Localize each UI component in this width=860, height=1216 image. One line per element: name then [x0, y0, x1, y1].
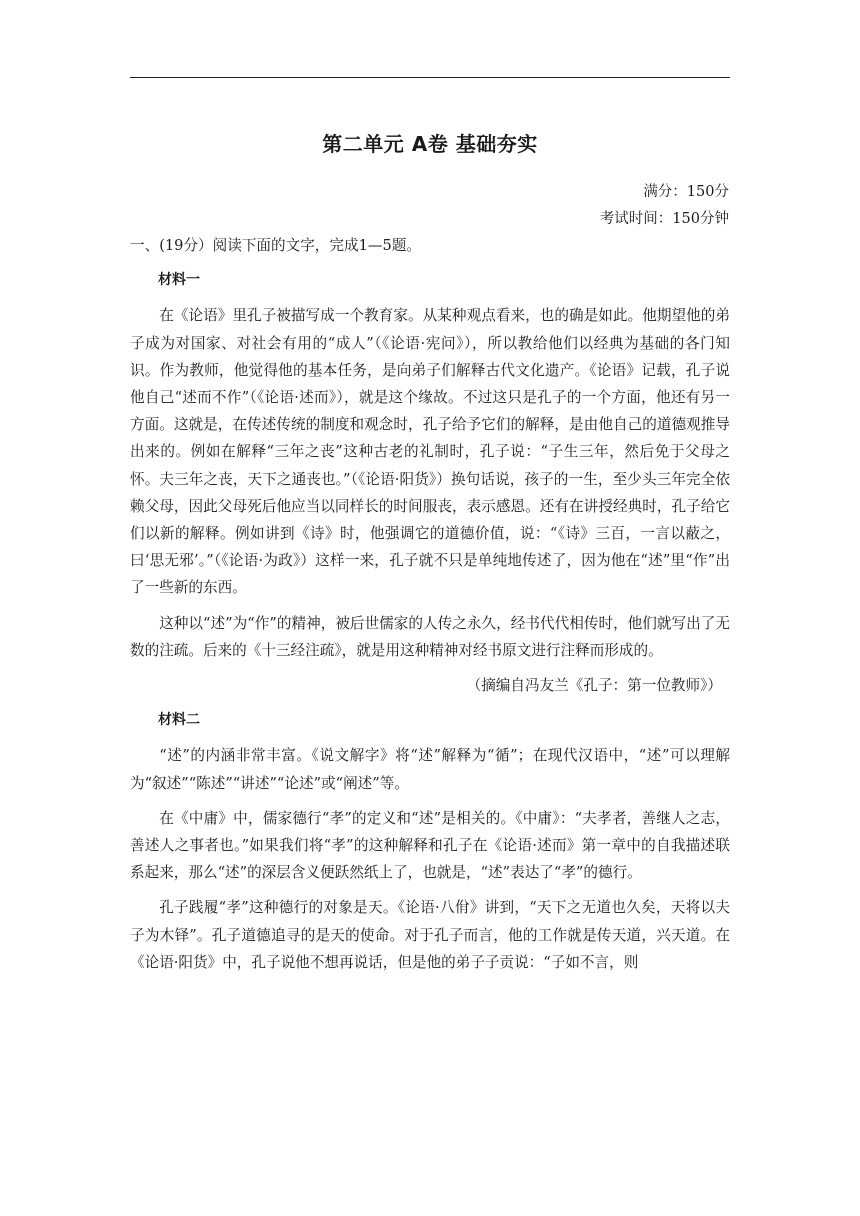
full-score: 满分：150分	[643, 184, 729, 200]
material-2-paragraph-1: “述”的内涵非常丰富。《说文解字》将“述”解释为“循”；在现代汉语中，“述”可以理解为“叙述”“陈述”“讲述”“论述”或“阐述”等。	[130, 747, 730, 792]
material-1-paragraph-2: 这种以“述”为“作”的精神，被后世儒家的人传之永久，经书代代相传时，他们就写出了无数的注疏。后来的《十三经注疏》，就是用这种精神对经书原文进行注释而形成的。	[130, 614, 730, 659]
page-title: 第二单元 A卷 基础夯实	[322, 132, 538, 156]
question-prompt: 一、(19分）阅读下面的文字，完成1—5题。	[130, 237, 421, 254]
exam-time: 考试时间：150分钟	[599, 211, 729, 227]
header-rule	[130, 77, 730, 78]
material-2-paragraph-3: 孔子践履“孝”这种德行的对象是天。《论语·八佾》讲到，“天下之无道也久矣，天将以夫子为木铎”。孔子道德追寻的是天的使命。对于孔子而言，他的工作就是传天道，兴天道。在《论语·阳货》中，孔子说他不想再说话，但是他的弟子子贡说：“子如不言，则	[130, 899, 730, 971]
material-1-heading: 材料一	[158, 272, 200, 289]
material-2-paragraph-2: 在《中庸》中，儒家德行“孝”的定义和“述”是相关的。《中庸》：“夫孝者，善继人之志，善述人之事者也。”如果我们将“孝”的这种解释和孔子在《论语·述而》第一章中的自我描述联系起来，那么“述”的深层含义便跃然纸上了，也就是，“述”表达了“孝”的德行。	[130, 809, 730, 882]
document-body	[130, 232, 730, 976]
material-1-source: （摘编自冯友兰《孔子：第一位教师》）	[466, 677, 722, 695]
material-2-heading: 材料二	[158, 712, 200, 729]
material-1-paragraph-1: 在《论语》里孔子被描写成一个教育家。从某种观点看来，也的确是如此。他期望他的弟子成为对国家、对社会有用的“成人”（《论语·宪问》），所以教给他们以经典为基础的各门知识。作为教师，他觉得他的基本任务，是向弟子们解释古代文化遗产。《论语》记载，孔子说他自己“述而不作”（《论语·述而》），就是这个缘故。不过这只是孔子的一个方面，他还有另一方面。这就是，在传述传统的制度和观念时，孔子给予它们的解释，是由他自己的道德观推导出来的。例如在解释“三年之丧”这种古老的礼制时，孔子说：“子生三年，然后免于父母之怀。夫三年之丧，天下之通丧也。”（《论语·阳货》）换句话说，孩子的一生，至少头三年完全依赖父母，因此父母死后他应当以同样长的时间服丧，表示感恩。还有在讲授经典时，孔子给它们以新的解释。例如讲到《诗》时，他强调它的道德价值，说：“《诗》三百，一言以蔽之，曰‘思无邪’。”（《论语·为政》）这样一来，孔子就不只是单纯地传述了，因为他在“述”里“作”出了一些新的东西。	[130, 307, 730, 597]
